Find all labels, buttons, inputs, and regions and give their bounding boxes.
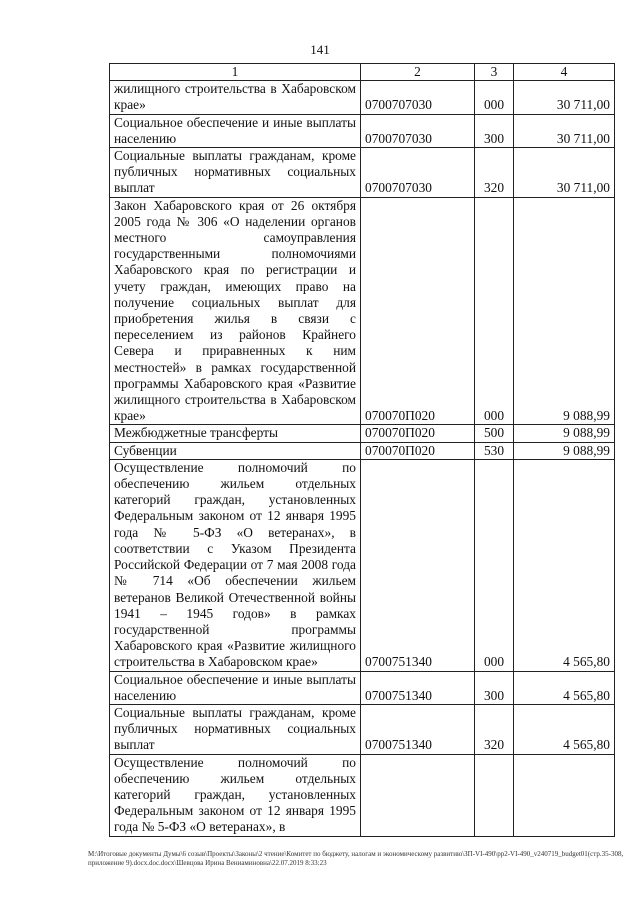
- row-sum: 9 088,99: [514, 197, 615, 425]
- row-code: 0700707030: [361, 81, 475, 114]
- header-col-4: 4: [514, 64, 615, 81]
- row-name: Осуществление полномочий по обеспечению жильем отдельных категорий граждан, установленных Федеральным законом от 12 января 1995 года № 5-ФЗ «О ветеранах», в: [110, 754, 361, 836]
- row-type: 000: [475, 459, 514, 671]
- row-code: 0700751340: [361, 459, 475, 671]
- row-sum: [514, 754, 615, 836]
- row-type: 000: [475, 81, 514, 114]
- row-type: [475, 754, 514, 836]
- row-name: Социальное обеспечение и иные выплаты населению: [110, 671, 361, 704]
- row-type: 300: [475, 114, 514, 147]
- row-name: Межбюджетные трансферты: [110, 425, 361, 442]
- table-row: [110, 81, 615, 114]
- page-number: 141: [310, 42, 330, 57]
- header-col-1: 1: [110, 64, 361, 81]
- table-row: [110, 704, 615, 754]
- table-row: [110, 114, 615, 147]
- row-code: 0700751340: [361, 704, 475, 754]
- table-row: [110, 671, 615, 704]
- table-row: [110, 425, 615, 442]
- row-name: Социальные выплаты гражданам, кроме публичных нормативных социальных выплат: [110, 148, 361, 198]
- row-name: Осуществление полномочий по обеспечению жильем отдельных категорий граждан, установленных Федеральным законом от 12 января 1995 года № 5-ФЗ «О ветеранах», в соответствии с Указом Президента Российской Федерации от 7 мая 2008 года № 714 «Об обеспечении жильем ветеранов Великой Отечественной войны 1941 – 1945 годов» в рамках государственной программы Хабаровского края «Развитие жилищного строительства в Хабаровском крае»: [110, 459, 361, 671]
- row-sum: 4 565,80: [514, 704, 615, 754]
- row-sum: 30 711,00: [514, 114, 615, 147]
- row-code: 070070П020: [361, 425, 475, 442]
- row-sum: 30 711,00: [514, 148, 615, 198]
- row-type: 530: [475, 442, 514, 459]
- row-name: Социальные выплаты гражданам, кроме публичных нормативных социальных выплат: [110, 704, 361, 754]
- row-code: 0700707030: [361, 114, 475, 147]
- header-col-3: 3: [475, 64, 514, 81]
- table-row: [110, 754, 615, 836]
- row-code: 0700707030: [361, 148, 475, 198]
- table-row: [110, 148, 615, 198]
- table-row: [110, 197, 615, 425]
- table-header-row: [110, 64, 615, 81]
- row-sum: 4 565,80: [514, 671, 615, 704]
- row-code: 070070П020: [361, 442, 475, 459]
- header-col-2: 2: [361, 64, 475, 81]
- row-type: 320: [475, 704, 514, 754]
- row-type: 300: [475, 671, 514, 704]
- row-name: жилищного строительства в Хабаровском крае»: [110, 81, 361, 114]
- table-row: [110, 459, 615, 671]
- row-code: [361, 754, 475, 836]
- budget-table: [109, 63, 615, 837]
- table-row: [110, 442, 615, 459]
- row-sum: 4 565,80: [514, 459, 615, 671]
- row-name: Закон Хабаровского края от 26 октября 2005 года № 306 «О наделении органов местного самоуправления государственными полномочиями Хабаровского края по регистрации и учету граждан, имеющих право на получение социальных выплат для приобретения жилья в связи с переселением из районов Крайнего Севера и приравненных к ним местностей» в рамках государственной программы Хабаровского края «Развитие жилищного строительства в Хабаровском крае»: [110, 197, 361, 425]
- row-sum: 9 088,99: [514, 442, 615, 459]
- row-sum: 9 088,99: [514, 425, 615, 442]
- row-name: Субвенции: [110, 442, 361, 459]
- row-type: 500: [475, 425, 514, 442]
- row-code: 070070П020: [361, 197, 475, 425]
- row-type: 320: [475, 148, 514, 198]
- row-type: 000: [475, 197, 514, 425]
- row-sum: 30 711,00: [514, 81, 615, 114]
- document-path-footer: M:\Итоговые документы Думы\6 созыв\Проекты\Законы\2 чтение\Комитет по бюджету, налогам и экономическому развитию\ЗП-VI-490\рр2-VI-490_v240719_budget01(стр.35-308, приложение 9).docx.doc.docx\Шевцова Ирина Вениаминовна\22.07.2019 8:33:23: [88, 850, 624, 867]
- row-code: 0700751340: [361, 671, 475, 704]
- row-name: Социальное обеспечение и иные выплаты населению: [110, 114, 361, 147]
